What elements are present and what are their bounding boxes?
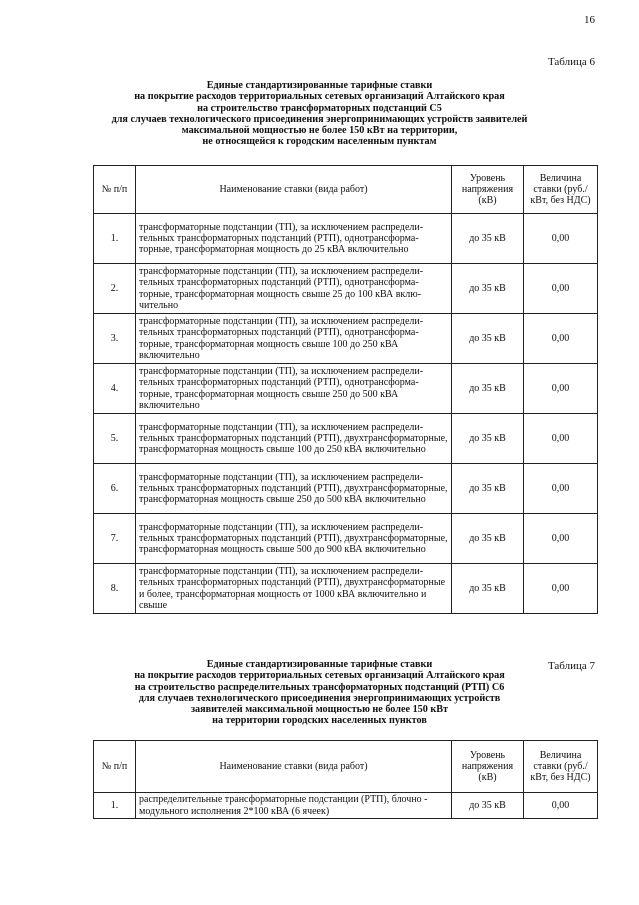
row-value: 0,00 [524,314,598,364]
row-desc: трансформаторные подстанции (ТП), за исключением распределительных трансформаторных подстанций (РТП), двухтрансформаторные, трансформаторная мощность свыше 100 до 250 кВА включительно [136,414,452,464]
row-num: 7. [94,514,136,564]
title-line: Единые стандартизированные тарифные ставки [206,659,433,670]
row-num: 8. [94,564,136,614]
table-row [94,464,598,514]
row-num: 3. [94,314,136,364]
row-num: 6. [94,464,136,514]
row-voltage: до 35 кВ [452,364,524,414]
table-row [94,214,598,264]
row-value: 0,00 [524,793,598,819]
row-num: 1. [94,214,136,264]
row-voltage: до 35 кВ [452,214,524,264]
header-voltage: Уровень напряжения (кВ) [452,166,524,214]
row-value: 0,00 [524,364,598,414]
table-row [94,793,598,819]
header-num: № п/п [94,741,136,793]
page-number: 16 [584,14,595,26]
tariff-table-6 [93,165,598,614]
header-value: Величина ставки (руб./кВт, без НДС) [524,741,598,793]
row-voltage: до 35 кВ [452,414,524,464]
table7-title [40,659,599,727]
row-num: 1. [94,793,136,819]
table-row [94,364,598,414]
tariff-table-7 [93,740,598,819]
row-value: 0,00 [524,414,598,464]
table-row [94,414,598,464]
row-voltage: до 35 кВ [452,793,524,819]
table-row [94,564,598,614]
title-line: на покрытие расходов территориальных сетевых организаций Алтайского края [134,91,505,103]
row-voltage: до 35 кВ [452,264,524,314]
header-num: № п/п [94,166,136,214]
table-row [94,314,598,364]
title-line: на территории городских населенных пунктов [212,715,427,727]
header-name: Наименование ставки (вида работ) [136,166,452,214]
row-voltage: до 35 кВ [452,464,524,514]
row-value: 0,00 [524,514,598,564]
row-voltage: до 35 кВ [452,564,524,614]
row-desc: трансформаторные подстанции (ТП), за исключением распределительных трансформаторных подстанций (РТП), двухтрансформаторные, трансформаторная мощность свыше 500 до 900 кВА включительно [136,514,452,564]
title-line: на строительство распределительных трансформаторных подстанций (РТП) С6 [134,681,505,693]
table6-label: Таблица 6 [547,56,595,68]
title-line: на строительство трансформаторных подстанций С5 [197,102,442,114]
table-header-row [94,741,598,793]
row-voltage: до 35 кВ [452,314,524,364]
row-voltage: до 35 кВ [452,514,524,564]
row-desc: трансформаторные подстанции (ТП), за исключением распределительных трансформаторных подстанций (РТП), однотрансформаторные, трансформаторная мощность свыше 250 до 500 кВА включительно [136,364,452,414]
table-row [94,264,598,314]
row-num: 4. [94,364,136,414]
header-value: Величина ставки (руб./кВт, без НДС) [524,166,598,214]
row-desc: трансформаторные подстанции (ТП), за исключением распределительных трансформаторных подстанций (РТП), однотрансформаторные, трансформаторная мощность до 25 кВА включительно [136,214,452,264]
header-voltage: Уровень напряжения (кВ) [452,741,524,793]
title-line: заявителей максимальной мощностью не более 150 кВт [190,704,449,716]
row-num: 5. [94,414,136,464]
row-desc: трансформаторные подстанции (ТП), за исключением распределительных трансформаторных подстанций (РТП), двухтрансформаторные и более, трансформаторная мощность от 1000 кВА включительно и свыше [136,564,452,614]
header-name: Наименование ставки (вида работ) [136,741,452,793]
row-value: 0,00 [524,214,598,264]
title-line: для случаев технологического присоединения энергопринимающих устройств [138,692,501,704]
table7-label: Таблица 7 [547,660,595,672]
row-value: 0,00 [524,464,598,514]
row-desc: трансформаторные подстанции (ТП), за исключением распределительных трансформаторных подстанций (РТП), однотрансформаторные, трансформаторная мощность свыше 100 до 250 кВА включительно [136,314,452,364]
title-line: на покрытие расходов территориальных сетевых организаций Алтайского края [134,670,505,682]
table-header-row [94,166,598,214]
row-value: 0,00 [524,564,598,614]
title-line: Единые стандартизированные тарифные ставки [206,80,433,91]
row-desc: распределительные трансформаторные подстанции (РТП), блочно - модульного исполнения 2*100 кВА (6 ячеек) [136,793,452,819]
row-desc: трансформаторные подстанции (ТП), за исключением распределительных трансформаторных подстанций (РТП), однотрансформаторные, трансформаторная мощность свыше 25 до 100 кВА включительно [136,264,452,314]
title-line: не относящейся к городским населенным пунктам [202,136,437,148]
row-num: 2. [94,264,136,314]
table6-title [40,80,599,148]
row-value: 0,00 [524,264,598,314]
row-desc: трансформаторные подстанции (ТП), за исключением распределительных трансформаторных подстанций (РТП), двухтрансформаторные, трансформаторная мощность свыше 250 до 500 кВА включительно [136,464,452,514]
title-line: максимальной мощностью не более 150 кВт на территории, [181,125,458,137]
title-line: для случаев технологического присоединения энергопринимающих устройств заявителей [111,113,528,125]
table-row [94,514,598,564]
